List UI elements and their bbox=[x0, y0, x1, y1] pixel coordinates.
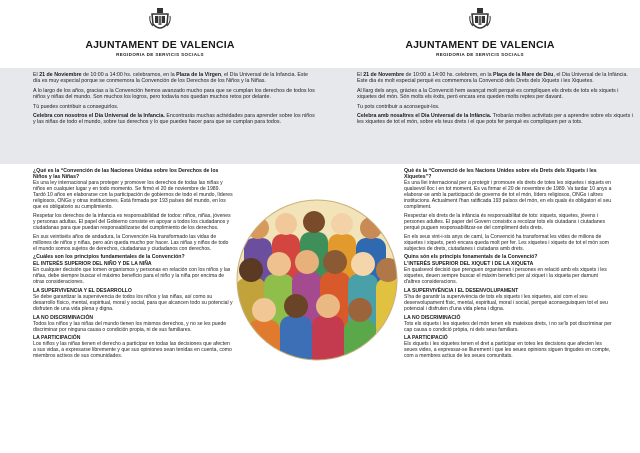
intro-paragraph: Tu pots contribuir a aconseguir-los. bbox=[357, 103, 440, 110]
principle-heading: LA PARTICIPACIÓ bbox=[404, 335, 448, 342]
intro-paragraph: El 21 de Noviembre de 10:00 a 14:00 hs. celebramos, en la Plaza de la Virgen, el Día Universal de la Infancia. Este día es muy especial porque se conmemora la Convención de los Derechos de los Niños y la Niñas. bbox=[33, 72, 308, 85]
principle-text: S'ha de garantir la supervivència de tots els xiquets i les xiquetes, així com el seu desenvolupament físic, mental, espiritual, moral i social, perquè aconseguisquen tot el seu potencial i disfruten d'una vida plena i digna. bbox=[404, 294, 608, 313]
principle-heading: LA NO DISCRIMINACIÓN bbox=[33, 314, 94, 321]
intro-paragraph: Celebra con nosotros el Día Universal de la Infancia. Encontrarás muchas actividades para aprender sobre los niños y las niñas de todo el mundo, sobre tus derechos y lo que puedes hacer para que se cumplan para todos. bbox=[33, 113, 315, 126]
org-name: AJUNTAMENT DE VALENCIA bbox=[85, 39, 235, 51]
body-paragraph: Respetar los derechos de la infancia es responsabilidad de todos: niños, niñas, jóvenes y personas adultas. El papel del Gobierno consiste en apoyar a todos los ciudadanos y ciudadanas para que puedan responsabilizarse del cumplimiento de los derechos. bbox=[33, 212, 231, 232]
body-paragraph: És una llei internacional per a protegir i promoure els drets de totes les xiquetes i xiquets en qualsevol lloc i en tot moment. Es va firmar el 20 de novembre de 1989. Va tardar 10 anys a elaborar-se amb la participació de governs de tot el món, líders religiosos, ONGs i altres institucions. Actualment l'han ratificada 193 països del món, en els quals és obligatori el seu compliment. bbox=[404, 180, 612, 211]
intro-es bbox=[33, 72, 315, 129]
principle-text: Se debe garantizar la supervivencia de todos los niños y las niñas, así como su desarrollo físico, mental, espiritual, moral y social, para que alcancen todo su potencial y disfruten de una vida plena y digna. bbox=[33, 294, 233, 313]
city-crest-icon bbox=[149, 8, 171, 32]
left-header bbox=[0, 0, 320, 68]
intro-va bbox=[357, 72, 639, 129]
child-figure bbox=[312, 294, 344, 363]
intro-paragraph: Tú puedes contribuir a conseguirlos. bbox=[33, 103, 119, 110]
principle-heading: LA SUPERVIVÈNCIA I EL DESENVOLUPAMENT bbox=[404, 287, 519, 294]
principle-heading: L'INTERÉS SUPERIOR DEL XIQUET I DE LA XIQUETA bbox=[404, 261, 534, 268]
body-paragraph: En els seus vint-i-sis anys de camí, la Convenció ha transformat les vides de milions de xiquetes i xiquets, però encara queda molt per fer. Les xiquetes i xiquets de tot el món som subjectes de drets, ciutadanes i ciutadans amb drets. bbox=[404, 233, 609, 252]
intro-paragraph: Al llarg dels anys, gràcies a la Convenció hem avançat molt perquè es compliquen els drets de tots els xiquets i xiquetes del món. Són molts els èxits, però encara ens queden molts reptes per davant. bbox=[357, 87, 619, 101]
principle-heading: LA SUPERVIVENCIA Y EL DESARROLLO bbox=[33, 287, 132, 294]
principles-heading: Quins són els principis fonamentals de la Convenció? bbox=[404, 254, 538, 261]
principle-text: Els xiquets i les xiquetes tenen el dret a participar en totes les decisions que afecten les seues vides, a expressar-se lliurement i que les seues opinions siguen tingudes en compte, com a membres actius de les seues comunitats. bbox=[404, 341, 611, 360]
body-paragraph: En sus veintiséis años de andadura, la Convención Ha transformado las vidas de millones de niños y niñas, pero aún queda mucho por hacer. Las niñas y niños de todo el mundo somos sujetos de derechos, ciudadanas y ciudadanos con derechos. bbox=[33, 233, 229, 252]
intro-paragraph: A lo largo de los años, gracias a la Convención hemos avanzado mucho para que se cumplan los derechos de todos los niños y niñas del mundo. Son muchos los logros, pero todavía nos quedan muchos retos por delante. bbox=[33, 87, 315, 101]
dept-name: REGIDORIA DE SERVICIS SOCIALS bbox=[116, 52, 204, 57]
principle-text: En cualquier decisión que tomen organismos y personas en relación con los niños y las niñas, debe siempre buscar el máximo beneficio para el niño y la niña por encima de otras consideraciones. bbox=[33, 267, 231, 286]
dept-name: REGIDORIA DE SERVICIS SOCIALS bbox=[436, 52, 524, 57]
body-paragraph: Respectar els drets de la infància és responsabilitat de tots: xiquets, xiquetes, jóvens i persones adultes. El paper del Govern consistix a recolzar tots els ciutadans i ciutadanes perquè puguen responsabilitzar-se del compliment dels drets. bbox=[404, 212, 606, 232]
principle-heading: LA PARTICIPACIÓN bbox=[33, 335, 81, 342]
column-va bbox=[404, 168, 612, 362]
body-paragraph: Es una ley internacional para proteger y promover los derechos de todas las niñas y niños en cualquier lugar y en todo momento. Se firmó el 20 de noviembre de 1989. Tardó 10 años en elaborarse con la participación de gobiernos de todo el mundo, líderes religiosos, ONGs y otras instituciones. Está firmada por 193 países del mundo, en los que es obligatorio su cumplimiento. bbox=[33, 180, 233, 211]
principle-text: En qualsevol decisió que prenguen organismes i persones en relació amb els xiquets i les xiquetes, deuen sempre buscar el màxim benefici per al xiquet i la xiqueta per damunt d'altres consideracions. bbox=[404, 267, 607, 286]
principle-heading: LA NO DISCRIMINACIÓ bbox=[404, 314, 461, 321]
principle-heading: EL INTERÉS SUPERIOR DEL NIÑO Y DE LA NIÑA bbox=[33, 261, 152, 268]
principle-text: Tots els xiquets i les xiquetes del món tenen els mateixos drets, i no se'ls pot discriminar per cap causa o condició pròpia, ni dels seus familiars. bbox=[404, 320, 612, 333]
city-crest-icon bbox=[469, 8, 491, 32]
intro-paragraph: El 21 de Novembre de 10:00 a 14:00 hs. celebrem, en la Plaça de la Mare de Déu, el Dia Universal de la Infància. Este dia és molt especial perquè es commemora la Convenció dels Drets dels Xiquets i les Xiquetes. bbox=[357, 72, 628, 85]
children-circle-illustration bbox=[236, 198, 398, 363]
intro-paragraph: Celebra amb nosaltres el Dia Universal de la Infància. Trobaràs moltes activitats per a aprendre sobre els xiquets i les xiquetes de tot el món, sobre els teus drets i el que pots fer perquè es compliquen per a tots. bbox=[357, 113, 633, 126]
right-header bbox=[320, 0, 640, 68]
question-heading: Què és la “Convenció de les Nacions Unides sobre els Drets dels Xiquets i les Xiquetes”? bbox=[404, 168, 597, 181]
principles-heading: ¿Cuáles son los principios fundamentales de la Convención? bbox=[33, 254, 185, 261]
org-name: AJUNTAMENT DE VALENCIA bbox=[405, 39, 555, 51]
child-figure bbox=[248, 298, 280, 363]
question-heading: ¿Qué es la “Convención de las Naciones Unidas sobre los Derechos de los Niños y las Niñas? bbox=[33, 168, 219, 181]
principle-text: Todos los niños y las niñas del mundo tienen los mismos derechos, y no se les puede discriminar por ninguna causa o condición propia, ni de sus familiares. bbox=[33, 320, 227, 333]
principle-text: Los niños y las niñas tienen el derecho a participar en todas las decisiones que afecten a sus vidas, a expresarse libremente y que sus opiniones sean tenidas en cuenta, como miembros activos de sus comunidades. bbox=[33, 341, 232, 360]
child-figure bbox=[280, 294, 312, 363]
column-es bbox=[33, 168, 233, 362]
